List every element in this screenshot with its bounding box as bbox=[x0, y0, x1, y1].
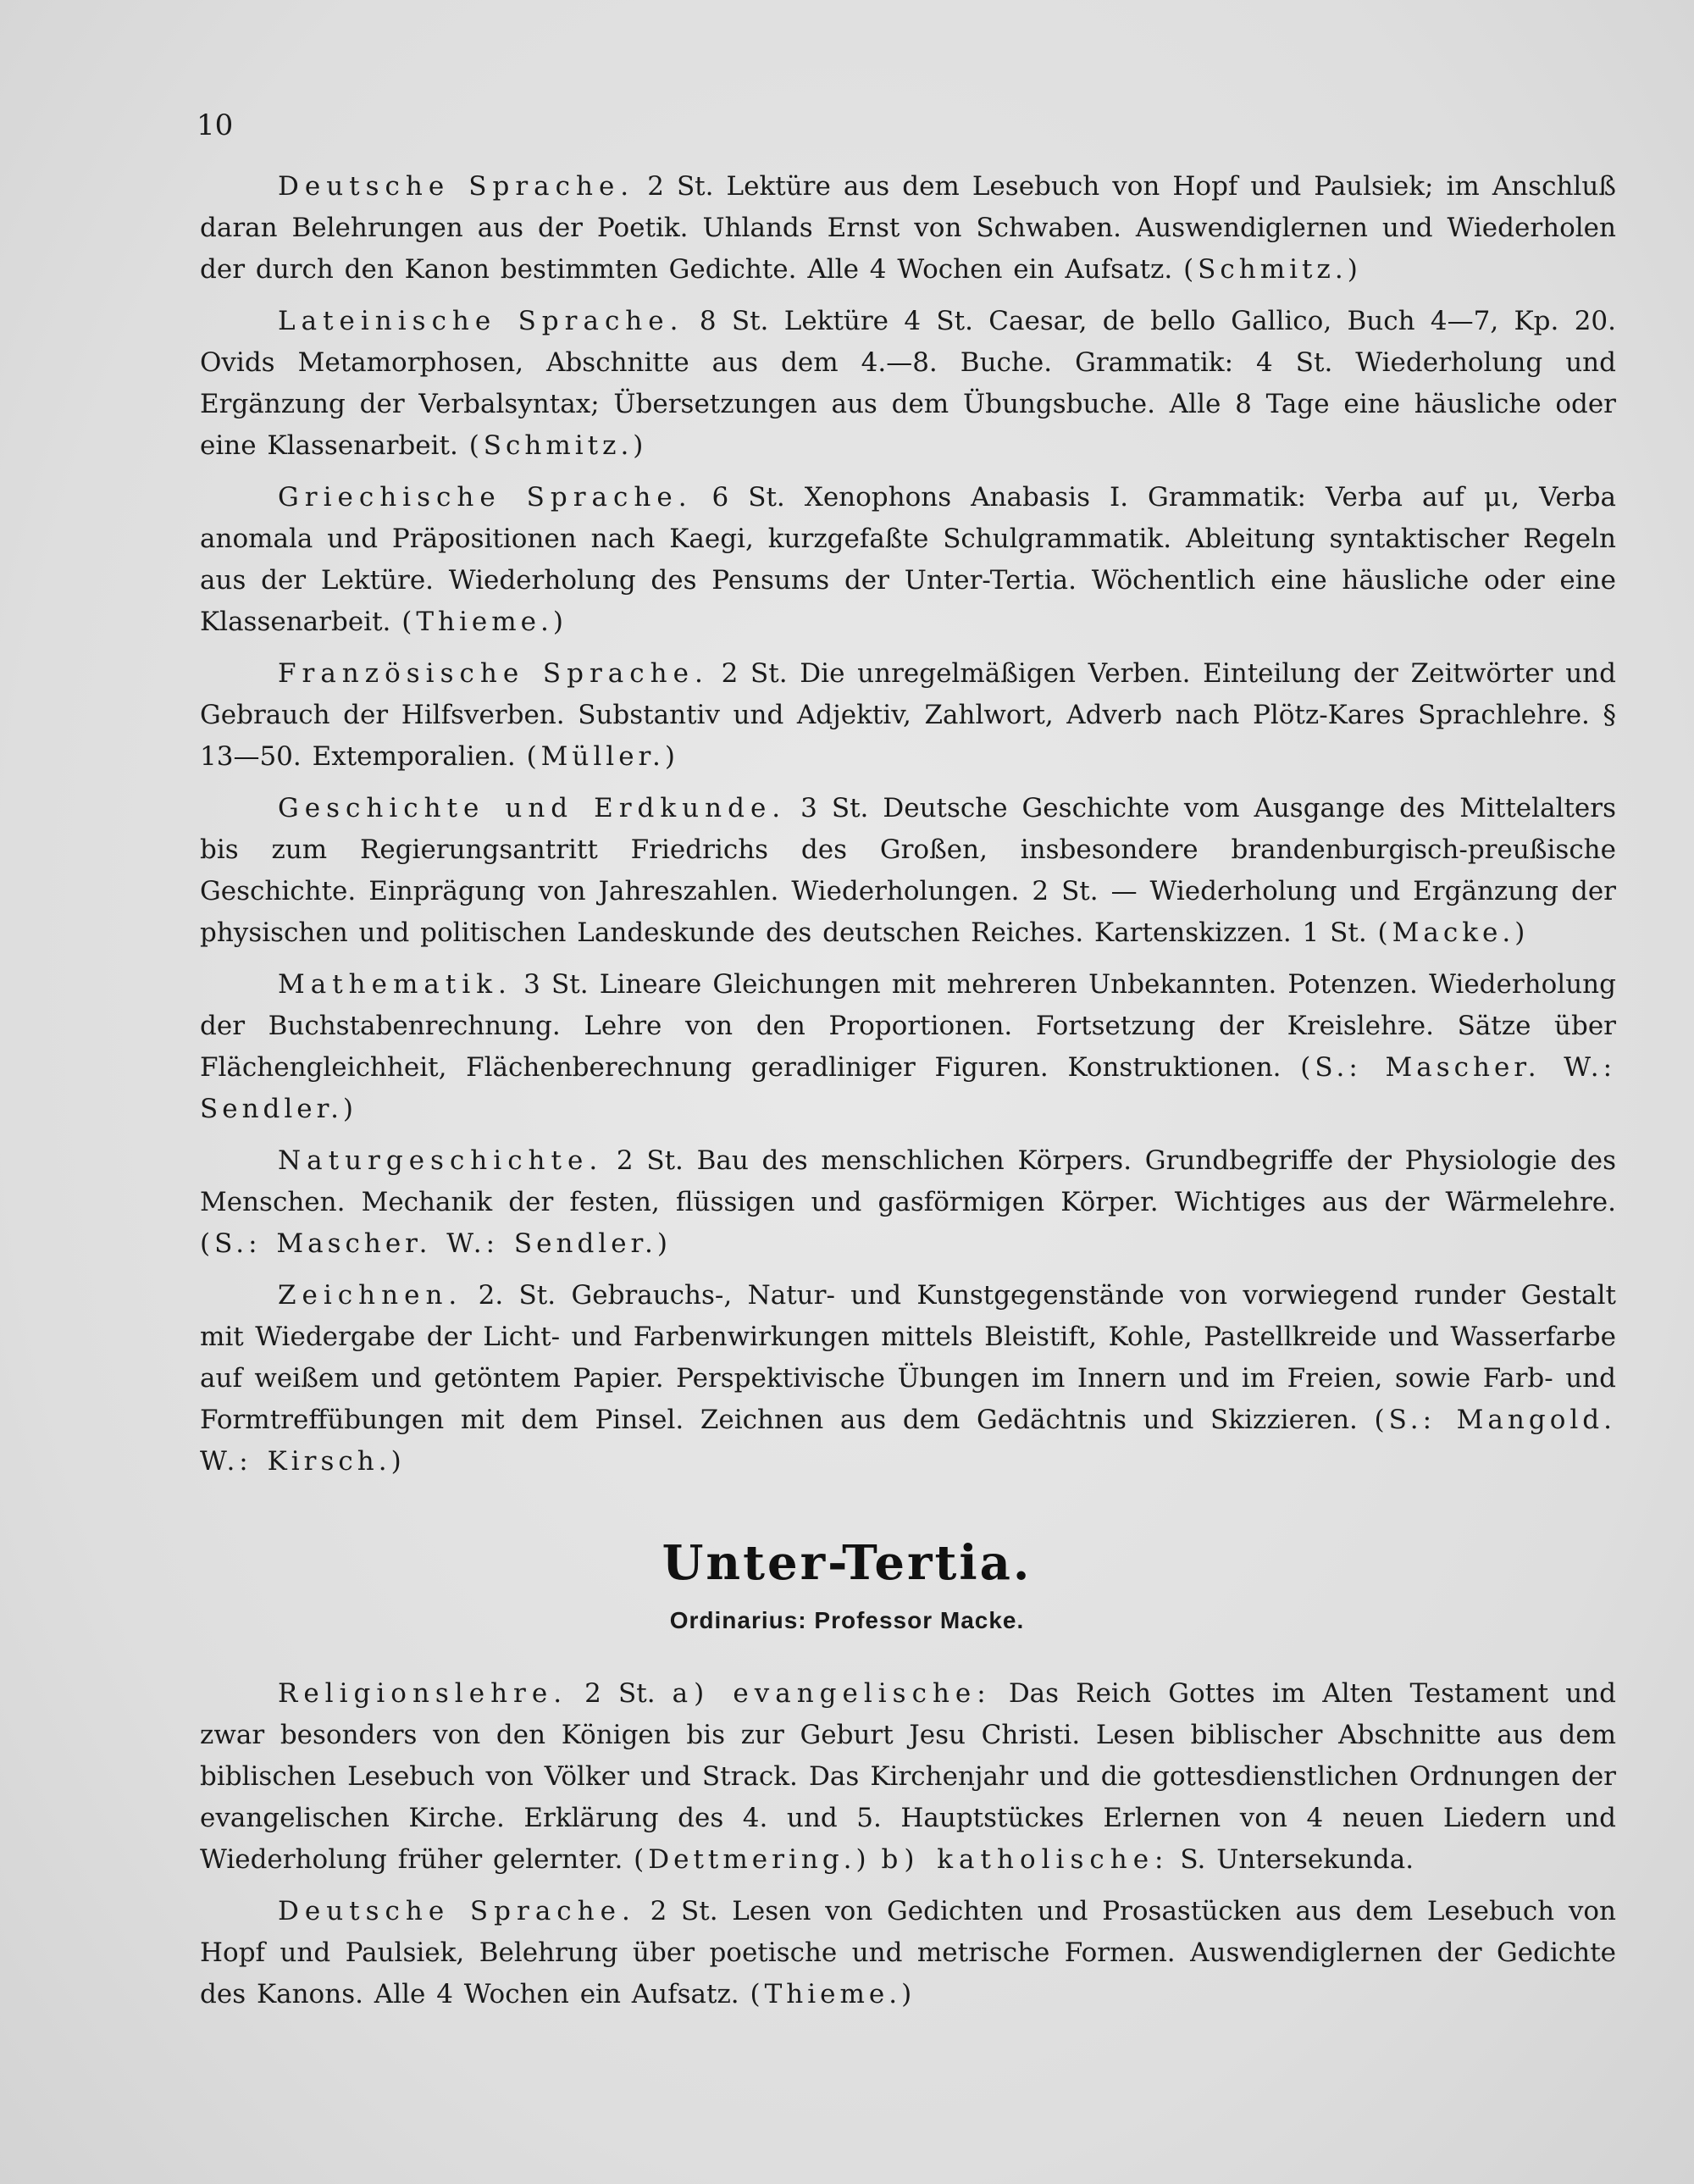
paragraph-mathematik bbox=[200, 964, 1616, 1130]
paragraph-deutsche-sprache bbox=[200, 166, 1616, 291]
paragraph-text: 2 St. Die unregelmäßigen Verben. Einteilung der Zeitwörter und Gebrauch der Hilfsverben. Substantiv und Adjektiv, Zahlwort, Adverb nach Plötz-Kares Sprachlehre. § 13—50. Extemporalien. bbox=[200, 658, 1616, 772]
subject-title: Griechische Sprache. bbox=[278, 482, 693, 513]
paragraph-text: 2. St. Gebrauchs-, Natur- und Kunstgegenstände von vorwiegend runder Gestalt mit Wiedergabe der Licht- und Farbenwirkungen mittels Bleistift, Kohle, Pastellkreide und Wasserfarbe auf weißem und getöntem Papier. Perspektivische Übungen im Innern und im Freien, sowie Farb- und Formtreffübungen mit dem Pinsel. Zeichnen aus dem Gedächtnis und Skizzieren. bbox=[200, 1280, 1616, 1435]
page-number: 10 bbox=[197, 108, 234, 142]
ordinarius-line: Ordinarius: Professor Macke. bbox=[669, 1607, 1025, 1633]
lower-section bbox=[200, 1673, 1616, 2026]
subject-title: Deutsche Sprache. bbox=[278, 171, 635, 202]
paragraph-text: S. Untersekunda. bbox=[1180, 1844, 1414, 1875]
paragraph-geschichte-erdkunde bbox=[200, 788, 1616, 954]
subject-title: Religionslehre. bbox=[278, 1678, 568, 1709]
denomination-label: a) evangelische: bbox=[672, 1678, 992, 1709]
paragraph-franzoesische-sprache bbox=[200, 653, 1616, 778]
paragraph-text: 2 St. Lektüre aus dem Lesebuch von Hopf und Paulsiek; im Anschluß daran Belehrungen aus der Poetik. Uhlands Ernst von Schwaben. Auswendiglernen und Wiederholen der durch den Kanon bestimmten Gedichte. Alle 4 Wochen ein Aufsatz. bbox=[200, 171, 1616, 285]
teacher-name: (Müller.) bbox=[526, 741, 679, 772]
teacher-name: (Schmitz.) bbox=[1183, 254, 1362, 285]
paragraph-griechische-sprache bbox=[200, 477, 1616, 643]
paragraph-text: 3 St. Lineare Gleichungen mit mehreren Unbekannten. Potenzen. Wiederholung der Buchstabenrechnung. Lehre von den Proportionen. Fortsetzung der Kreislehre. Sätze über Flächengleichheit, Flächenberechnung geradliniger Figuren. Konstruktionen. bbox=[200, 969, 1616, 1083]
teacher-name: (Dettmering.) bbox=[634, 1844, 871, 1875]
hours-text: 2 St. bbox=[584, 1678, 656, 1709]
paragraph-religionslehre bbox=[200, 1673, 1616, 1881]
teacher-name: (Macke.) bbox=[1377, 917, 1530, 948]
denomination-label: b) katholische: bbox=[881, 1844, 1170, 1875]
subject-title: Lateinische Sprache. bbox=[278, 306, 684, 336]
paragraph-naturgeschichte bbox=[200, 1140, 1616, 1265]
subject-title: Naturgeschichte. bbox=[278, 1145, 604, 1176]
section-heading: Unter-Tertia. bbox=[662, 1535, 1032, 1591]
paragraph-text: 2 St. Bau des menschlichen Körpers. Grundbegriffe der Physiologie des Menschen. Mechanik der festen, flüssigen und gasförmigen Körper. Wichtiges aus der Wärmelehre. bbox=[200, 1145, 1616, 1217]
teacher-name: (Thieme.) bbox=[750, 1979, 916, 2009]
teacher-name: (Schmitz.) bbox=[468, 430, 648, 461]
subject-title: Mathematik. bbox=[278, 969, 512, 1000]
paragraph-text: 8 St. Lektüre 4 St. Caesar, de bello Gallico, Buch 4—7, Kp. 20. Ovids Metamorphosen, Abschnitte aus dem 4.—8. Buche. Grammatik: 4 St. Wiederholung und Ergänzung der Verbalsyntax; Übersetzungen aus dem Übungsbuche. Alle 8 Tage eine häusliche oder eine Klassenarbeit. bbox=[200, 306, 1616, 461]
teacher-name: (S.: Mangold. W.: Kirsch.) bbox=[200, 1405, 1616, 1477]
paragraph-text: 2 St. Lesen von Gedichten und Prosastücken aus dem Lesebuch von Hopf und Paulsiek, Belehrung über poetische und metrische Formen. Auswendiglernen der Gedichte des Kanons. Alle 4 Wochen ein Aufsatz. bbox=[200, 1896, 1617, 2009]
teacher-name: (Thieme.) bbox=[401, 607, 567, 637]
teacher-name: (S.: Mascher. W.: Sendler.) bbox=[200, 1228, 672, 1259]
paragraph-text: 3 St. Deutsche Geschichte vom Ausgange des Mittelalters bis zum Regierungsantritt Friedrichs des Großen, insbesondere brandenburgisch-preußische Geschichte. Einprägung von Jahreszahlen. Wiederholungen. 2 St. — Wiederholung und Ergänzung der physischen und politischen Landeskunde des deutschen Reiches. Kartenskizzen. 1 St. bbox=[200, 793, 1616, 948]
teacher-name: (S.: Mascher. W.: Sendler.) bbox=[200, 1052, 1617, 1124]
paragraph-deutsche-sprache-unter-tertia bbox=[200, 1891, 1616, 2015]
subject-title: Geschichte und Erdkunde. bbox=[278, 793, 787, 823]
paragraph-text: Das Reich Gottes im Alten Testament und zwar besonders von den Königen bis zur Geburt Jesu Christi. Lesen biblischer Abschnitte aus dem biblischen Lesebuch von Völker und Strack. Das Kirchenjahr und die gottesdienstlichen Ordnungen der evangelischen Kirche. Erklärung des 4. und 5. Hauptstückes Erlernen von 4 neuen Liedern und Wiederholung früher gelernter. bbox=[200, 1678, 1616, 1875]
subject-title: Deutsche Sprache. bbox=[278, 1896, 636, 1926]
upper-section bbox=[200, 166, 1616, 1493]
paragraph-lateinische-sprache bbox=[200, 301, 1616, 467]
subject-title: Französische Sprache. bbox=[278, 658, 709, 689]
paragraph-text: 6 St. Xenophons Anabasis I. Grammatik: Verba auf μι, Verba anomala und Präpositionen nach Kaegi, kurzgefaßte Schulgrammatik. Ableitung syntaktischer Regeln aus der Lektüre. Wiederholung des Pensums der Unter-Tertia. Wöchentlich eine häusliche oder eine Klassenarbeit. bbox=[200, 482, 1616, 637]
paragraph-zeichnen bbox=[200, 1275, 1616, 1483]
subject-title: Zeichnen. bbox=[278, 1280, 463, 1311]
